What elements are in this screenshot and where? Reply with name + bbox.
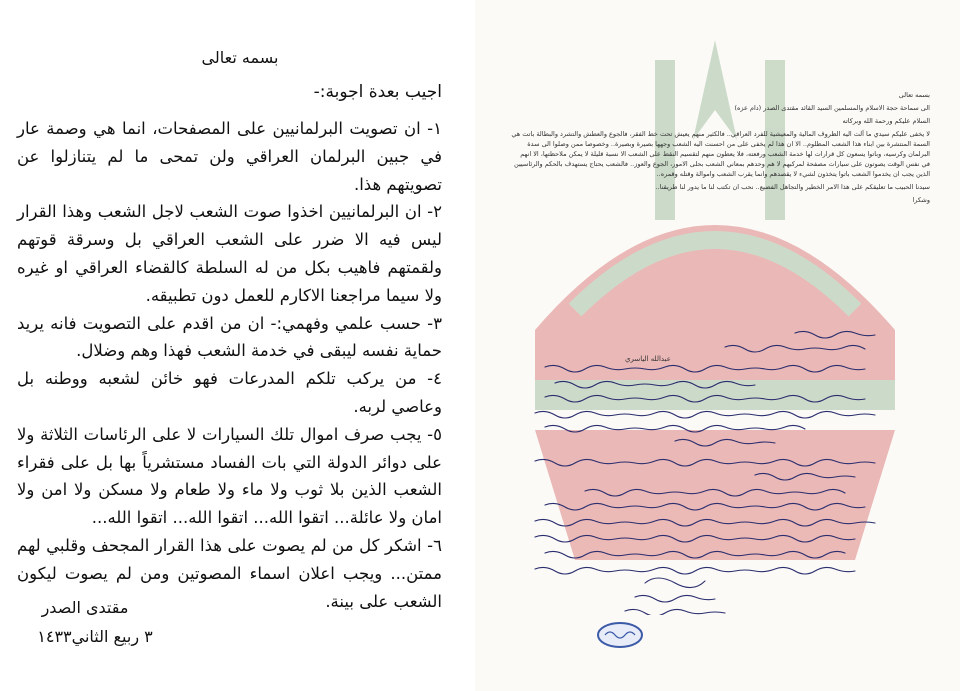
answer-item: ٦- اشكر كل من لم يصوت على هذا القرار المجحف وقلبي لهم ممتن... ويجب اعلان اسماء المصوتين ومن لم يصوت ليكون الشعب على بينة. <box>17 535 442 611</box>
document-header: بسمه تعالى <box>201 48 279 67</box>
answer-item: ٥- يجب صرف اموال تلك السيارات لا على الرئاسات الثلاثة ولا على دوائر الدولة التي بات الفساد مستشرياً بها بل على فقراء الشعب الذين بلا ثوب ولا ماء ولا طعام ولا مسكن ولا امن ولا امان ولا عائلة... اتقوا الله... اتقوا الله... اتقوا الله... <box>17 424 442 528</box>
answers-list <box>17 115 442 615</box>
letter-line: بسمه تعالى <box>898 91 930 99</box>
signer-name: عبدالله الياسري <box>625 355 671 363</box>
signature-name: مقتدى الصدر <box>41 598 129 617</box>
typed-transcription <box>0 0 470 691</box>
handwritten-reply <box>525 325 905 615</box>
document-date: ٣ ربيع الثاني١٤٣٣ <box>37 627 153 646</box>
letter-line: سيدنا الحبيب ما تعليقكم على هذا الامر الخطير والتجاهل الفضيع.. نحب ان تكتب لنا ما يدور لنا طريقنا.. <box>655 183 930 191</box>
letter-line: السلام عليكم ورحمة الله وبركاته <box>842 117 930 125</box>
letter-line: وشكرا <box>912 196 930 204</box>
letter-line: لا يخفى عليكم سيدي ما آلت اليه الظروف المالية والمعيشية للفرد العراقي.. فالكثير منهم يعيش تحت خط الفقر، فالجوع والعطش والتشرد والبطالة باتت هي السمة المنتشرة بين ابناء هذا الشعب المظلوم.. الا ان هذا لم يخفى على من احسنت اليه الشعب وجهها بصيرة وبصيرة.. وخصوصا ممن وصلوا الى سدة البرلمان وكرسيه، وباتوا يسعون كل قرارات لها خدمة الشعب ورفعته، فلا يعطون منهم لتقسيم النقط على الشعب الا نسبة قليلة لا يمكن ملاحظتها، الا انهم في نفس الوقت يصوتون على سيارات مصفحة لمركبهم لا هم وحدهم بمعاني الشعب بحلى الامور، الجوع والعوز.. فالشعب يحتاج يستهدف بالحكم والرئاسيين الذين يجب ان يخدموا الشعب باتوا يتخذون لشيء لا يقصدهم وانما يقرب الشعب واموالة وقتله وقمره.. <box>511 130 930 178</box>
answer-item: ٢- ان البرلمانيين اخذوا صوت الشعب لاجل الشعب وهذا القرار ليس فيه الا ضرر على الشعب العراقي بل وسرقة قوتهم ولقمتهم فاهيب بكل من له السلطة كالقضاء العراقي او غيره ولا سيما مراجعنا الاكارم للعمل دون تطبيقه. <box>17 202 442 305</box>
intro-line: اجيب بعدة اجوبة:- <box>313 82 442 102</box>
scanned-letter <box>475 0 960 691</box>
letter-line: الى سماحة حجة الاسلام والمسلمين السيد القائد مقتدى الصدر (دام عزه) <box>734 104 930 112</box>
answer-item: ٤- من يركب تلكم المدرعات فهو خائن لشعبه ووطنه بل وعاصي لربه. <box>17 369 442 416</box>
answer-item: ٣- حسب علمي وفهمي:- ان من اقدم على التصويت فانه يريد حماية نفسه ليبقى في خدمة الشعب فهذا وهم وضلال. <box>17 313 442 361</box>
letter-body <box>510 90 930 208</box>
answer-item: ١- ان تصويت البرلمانيين على المصفحات، انما هي وصمة عار في جبين البرلمان العراقي ولن تمحى ما لم يتنازلوا عن تصويتهم هذا. <box>17 119 442 194</box>
seal-stamp <box>595 620 645 650</box>
